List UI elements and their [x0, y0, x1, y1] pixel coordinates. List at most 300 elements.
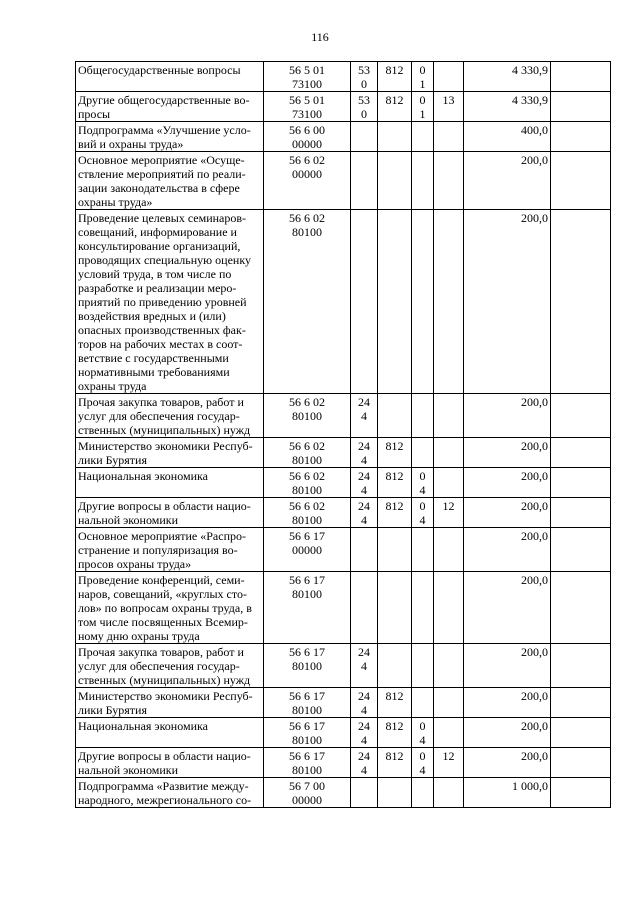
cell-line: условий труда, в том числе по: [78, 267, 232, 281]
subsection-cell: [434, 572, 464, 644]
cell-line: [353, 153, 375, 167]
cell-line: 200,0: [521, 573, 548, 587]
cell-line: [553, 779, 608, 793]
table-row: [76, 468, 611, 498]
target-article-cell: [264, 748, 351, 778]
target-article-cell: [264, 152, 351, 210]
expense-type-cell: [351, 152, 378, 210]
amount-cell: [464, 778, 551, 808]
cell-line: 1: [419, 77, 426, 91]
ministry-code-cell: [378, 152, 412, 210]
table-row: [76, 210, 611, 394]
cell-line: 56 5 01: [289, 93, 325, 107]
cell-line: 24: [358, 499, 370, 513]
target-article-cell: [264, 394, 351, 438]
cell-line: [78, 733, 261, 747]
table-row: [76, 498, 611, 528]
item-name-cell: [76, 778, 264, 808]
cell-line: 80100: [292, 483, 322, 497]
cell-line: 24: [358, 749, 370, 763]
cell-line: Проведение целевых семинаров-: [78, 211, 247, 225]
target-article-cell: [264, 572, 351, 644]
cell-line: 4 330,9: [512, 93, 548, 107]
cell-line: опасных производственных фак-: [78, 323, 246, 337]
item-name-cell: [76, 688, 264, 718]
cell-line: [380, 153, 409, 167]
item-name-cell: [76, 210, 264, 394]
expense-type-cell: [351, 394, 378, 438]
cell-line: 400,0: [521, 123, 548, 137]
subsection-cell: [434, 438, 464, 468]
item-name-cell: [76, 92, 264, 122]
section-cell: [412, 572, 434, 644]
cell-line: 4: [361, 409, 367, 423]
cell-line: Прочая закупка товаров, работ и: [78, 395, 244, 409]
cell-line: 200,0: [521, 689, 548, 703]
cell-line: [414, 779, 431, 793]
table-row: [76, 688, 611, 718]
item-name-cell: [76, 498, 264, 528]
extra-cell: [551, 688, 611, 718]
cell-line: 12: [442, 499, 455, 513]
cell-line: 53: [358, 63, 370, 77]
cell-line: 0: [419, 63, 426, 77]
cell-line: том числе посвященных Всемир-: [78, 615, 248, 629]
cell-line: 200,0: [521, 749, 548, 763]
amount-cell: [464, 438, 551, 468]
cell-line: [553, 469, 608, 483]
cell-line: 24: [358, 689, 370, 703]
extra-cell: [551, 438, 611, 468]
cell-line: [436, 395, 461, 409]
cell-line: просы: [78, 107, 111, 121]
ministry-code-cell: [378, 778, 412, 808]
table-row: [76, 748, 611, 778]
cell-line: ственных (муниципальных) нужд: [78, 423, 251, 437]
cell-line: 80100: [292, 453, 322, 467]
table-row: [76, 92, 611, 122]
cell-line: охраны труда»: [78, 195, 153, 209]
cell-line: [380, 123, 409, 137]
table-row: [76, 62, 611, 92]
amount-cell: [464, 210, 551, 394]
item-name-cell: [76, 468, 264, 498]
cell-line: [414, 395, 431, 409]
cell-line: 56 6 17: [289, 645, 325, 659]
cell-line: 4: [419, 733, 426, 747]
expense-type-cell: [351, 688, 378, 718]
cell-line: 24: [358, 645, 370, 659]
cell-line: [436, 63, 461, 77]
table-row: [76, 528, 611, 572]
subsection-cell: [434, 718, 464, 748]
cell-line: 24: [358, 469, 370, 483]
extra-cell: [551, 468, 611, 498]
cell-line: Прочая закупка товаров, работ и: [78, 645, 244, 659]
cell-line: [353, 529, 375, 543]
subsection-cell: [434, 644, 464, 688]
cell-line: 4 330,9: [512, 63, 548, 77]
target-article-cell: [264, 122, 351, 152]
cell-line: [414, 689, 431, 703]
cell-line: вий и охраны труда»: [78, 137, 184, 151]
cell-line: 4: [419, 483, 426, 497]
cell-line: 00000: [292, 543, 322, 557]
target-article-cell: [264, 688, 351, 718]
cell-line: 4: [361, 763, 367, 777]
target-article-cell: [264, 438, 351, 468]
target-article-cell: [264, 92, 351, 122]
cell-line: [353, 779, 375, 793]
item-name-cell: [76, 438, 264, 468]
cell-line: наров, совещаний, «круглых сто-: [78, 587, 247, 601]
expense-type-cell: [351, 644, 378, 688]
cell-line: 56 6 17: [289, 689, 325, 703]
cell-line: лики Бурятия: [78, 453, 147, 467]
cell-line: [414, 573, 431, 587]
table-row: [76, 718, 611, 748]
amount-cell: [464, 92, 551, 122]
extra-cell: [551, 778, 611, 808]
cell-line: 4: [419, 513, 426, 527]
cell-line: [380, 211, 409, 225]
cell-line: [380, 779, 409, 793]
section-cell: [412, 498, 434, 528]
cell-line: 56 5 01: [289, 63, 325, 77]
item-name-cell: [76, 122, 264, 152]
cell-line: 4: [419, 763, 426, 777]
item-name-cell: [76, 748, 264, 778]
cell-line: [380, 529, 409, 543]
cell-line: [436, 529, 461, 543]
cell-line: [553, 645, 608, 659]
cell-line: просов охраны труда»: [78, 557, 192, 571]
section-cell: [412, 62, 434, 92]
cell-line: 0: [361, 77, 367, 91]
expense-type-cell: [351, 468, 378, 498]
cell-line: 24: [358, 439, 370, 453]
section-cell: [412, 394, 434, 438]
section-cell: [412, 778, 434, 808]
amount-cell: [464, 62, 551, 92]
cell-line: [553, 153, 608, 167]
subsection-cell: [434, 498, 464, 528]
cell-line: [553, 123, 608, 137]
cell-line: 200,0: [521, 211, 548, 225]
cell-line: 24: [358, 719, 370, 733]
cell-line: 80100: [292, 225, 322, 239]
cell-line: народного, межрегионального со-: [78, 793, 252, 807]
cell-line: 200,0: [521, 499, 548, 513]
cell-line: Министерство экономики Респуб-: [78, 689, 253, 703]
item-name-cell: [76, 62, 264, 92]
cell-line: 4: [361, 733, 367, 747]
ministry-code-cell: [378, 748, 412, 778]
cell-line: 812: [385, 63, 404, 77]
cell-line: 56 6 02: [289, 499, 325, 513]
cell-line: [436, 469, 461, 483]
amount-cell: [464, 468, 551, 498]
expense-type-cell: [351, 528, 378, 572]
expense-type-cell: [351, 62, 378, 92]
cell-line: 56 6 02: [289, 153, 325, 167]
cell-line: [414, 529, 431, 543]
cell-line: нальной экономики: [78, 763, 178, 777]
cell-line: [380, 395, 409, 409]
cell-line: 1: [419, 107, 426, 121]
amount-cell: [464, 688, 551, 718]
section-cell: [412, 210, 434, 394]
cell-line: услуг для обеспечения государ-: [78, 409, 240, 423]
cell-line: нальной экономики: [78, 513, 178, 527]
table-row: [76, 438, 611, 468]
cell-line: ветствие с государственными: [78, 351, 229, 365]
cell-line: странение и популяризация во-: [78, 543, 238, 557]
cell-line: 56 6 02: [289, 395, 325, 409]
cell-line: 56 6 17: [289, 749, 325, 763]
cell-line: [436, 689, 461, 703]
item-name-cell: [76, 528, 264, 572]
subsection-cell: [434, 528, 464, 572]
cell-line: 4: [361, 659, 367, 673]
cell-line: Подпрограмма «Развитие между-: [78, 779, 249, 793]
cell-line: 24: [358, 395, 370, 409]
amount-cell: [464, 644, 551, 688]
cell-line: лики Бурятия: [78, 703, 147, 717]
cell-line: 200,0: [521, 153, 548, 167]
ministry-code-cell: [378, 572, 412, 644]
cell-line: 0: [419, 93, 426, 107]
cell-line: охраны труда: [78, 379, 147, 393]
cell-line: торов на рабочих местах в соот-: [78, 337, 243, 351]
cell-line: приятий по приведению уровней: [78, 295, 247, 309]
target-article-cell: [264, 62, 351, 92]
cell-line: 0: [419, 469, 426, 483]
amount-cell: [464, 152, 551, 210]
target-article-cell: [264, 210, 351, 394]
table-row: [76, 572, 611, 644]
cell-line: 56 6 02: [289, 211, 325, 225]
amount-cell: [464, 572, 551, 644]
cell-line: 200,0: [521, 719, 548, 733]
extra-cell: [551, 394, 611, 438]
cell-line: [553, 93, 608, 107]
cell-line: Национальная экономика: [78, 469, 208, 483]
cell-line: 4: [361, 483, 367, 497]
subsection-cell: [434, 394, 464, 438]
ministry-code-cell: [378, 438, 412, 468]
ministry-code-cell: [378, 718, 412, 748]
cell-line: 0: [419, 749, 426, 763]
section-cell: [412, 528, 434, 572]
expense-type-cell: [351, 748, 378, 778]
amount-cell: [464, 394, 551, 438]
cell-line: 812: [385, 499, 404, 513]
cell-line: [414, 123, 431, 137]
ministry-code-cell: [378, 498, 412, 528]
budget-table: [75, 61, 611, 808]
subsection-cell: [434, 778, 464, 808]
cell-line: 200,0: [521, 439, 548, 453]
cell-line: [436, 123, 461, 137]
cell-line: зации законодательства в сфере: [78, 181, 240, 195]
cell-line: 812: [385, 689, 404, 703]
cell-line: Министерство экономики Респуб-: [78, 439, 253, 453]
section-cell: [412, 688, 434, 718]
amount-cell: [464, 498, 551, 528]
cell-line: 80100: [292, 659, 322, 673]
ministry-code-cell: [378, 122, 412, 152]
section-cell: [412, 468, 434, 498]
subsection-cell: [434, 468, 464, 498]
extra-cell: [551, 62, 611, 92]
cell-line: [414, 211, 431, 225]
cell-line: 73100: [292, 77, 322, 91]
cell-line: Другие вопросы в области нацио-: [78, 749, 251, 763]
ministry-code-cell: [378, 210, 412, 394]
expense-type-cell: [351, 122, 378, 152]
cell-line: 80100: [292, 587, 322, 601]
cell-line: [553, 719, 608, 733]
target-article-cell: [264, 778, 351, 808]
item-name-cell: [76, 394, 264, 438]
cell-line: [436, 573, 461, 587]
subsection-cell: [434, 62, 464, 92]
ministry-code-cell: [378, 644, 412, 688]
ministry-code-cell: [378, 528, 412, 572]
extra-cell: [551, 210, 611, 394]
target-article-cell: [264, 528, 351, 572]
subsection-cell: [434, 92, 464, 122]
cell-line: [414, 153, 431, 167]
item-name-cell: [76, 644, 264, 688]
table-row: [76, 394, 611, 438]
subsection-cell: [434, 210, 464, 394]
cell-line: разработке и реализации меро-: [78, 281, 237, 295]
cell-line: [553, 439, 608, 453]
cell-line: 56 6 00: [289, 123, 325, 137]
cell-line: 80100: [292, 513, 322, 527]
section-cell: [412, 122, 434, 152]
extra-cell: [551, 748, 611, 778]
item-name-cell: [76, 572, 264, 644]
amount-cell: [464, 528, 551, 572]
extra-cell: [551, 498, 611, 528]
item-name-cell: [76, 152, 264, 210]
cell-line: 80100: [292, 733, 322, 747]
section-cell: [412, 748, 434, 778]
cell-line: [353, 573, 375, 587]
section-cell: [412, 438, 434, 468]
subsection-cell: [434, 122, 464, 152]
expense-type-cell: [351, 92, 378, 122]
cell-line: проводящих специальную оценку: [78, 253, 251, 267]
cell-line: 00000: [292, 167, 322, 181]
section-cell: [412, 92, 434, 122]
cell-line: [436, 439, 461, 453]
cell-line: 200,0: [521, 529, 548, 543]
expense-type-cell: [351, 438, 378, 468]
cell-line: 12: [442, 749, 455, 763]
cell-line: ствление мероприятий по реали-: [78, 167, 246, 181]
cell-line: совещаний, информирование и: [78, 225, 237, 239]
cell-line: консультирование организаций,: [78, 239, 241, 253]
cell-line: [553, 499, 608, 513]
cell-line: 00000: [292, 793, 322, 807]
extra-cell: [551, 572, 611, 644]
cell-line: воздействия вредных и (или): [78, 309, 226, 323]
cell-line: услуг для обеспечения государ-: [78, 659, 240, 673]
cell-line: [436, 779, 461, 793]
cell-line: [436, 645, 461, 659]
extra-cell: [551, 644, 611, 688]
target-article-cell: [264, 644, 351, 688]
section-cell: [412, 152, 434, 210]
cell-line: 812: [385, 93, 404, 107]
ministry-code-cell: [378, 92, 412, 122]
cell-line: 0: [361, 107, 367, 121]
extra-cell: [551, 92, 611, 122]
ministry-code-cell: [378, 394, 412, 438]
cell-line: [353, 123, 375, 137]
cell-line: Проведение конференций, семи-: [78, 573, 245, 587]
expense-type-cell: [351, 498, 378, 528]
expense-type-cell: [351, 778, 378, 808]
cell-line: [553, 63, 608, 77]
cell-line: [553, 749, 608, 763]
cell-line: ному дню охраны труда: [78, 629, 200, 643]
cell-line: 1 000,0: [512, 779, 548, 793]
cell-line: [414, 645, 431, 659]
cell-line: [553, 211, 608, 225]
cell-line: 56 7 00: [289, 779, 325, 793]
cell-line: Другие общегосударственные во-: [78, 93, 250, 107]
cell-line: [553, 395, 608, 409]
cell-line: 80100: [292, 409, 322, 423]
cell-line: Подпрограмма «Улучшение усло-: [78, 123, 251, 137]
target-article-cell: [264, 498, 351, 528]
cell-line: 53: [358, 93, 370, 107]
amount-cell: [464, 718, 551, 748]
target-article-cell: [264, 718, 351, 748]
cell-line: 4: [361, 513, 367, 527]
cell-line: 0: [419, 719, 426, 733]
cell-line: Основное мероприятие «Осуще-: [78, 153, 245, 167]
cell-line: 200,0: [521, 469, 548, 483]
cell-line: Основное мероприятие «Распро-: [78, 529, 246, 543]
cell-line: [380, 573, 409, 587]
cell-line: лов» по вопросам охраны труда, в: [78, 601, 252, 615]
cell-line: 812: [385, 439, 404, 453]
cell-line: 812: [385, 719, 404, 733]
item-name-cell: [76, 718, 264, 748]
amount-cell: [464, 122, 551, 152]
cell-line: [436, 153, 461, 167]
section-cell: [412, 718, 434, 748]
ministry-code-cell: [378, 688, 412, 718]
cell-line: [78, 483, 261, 497]
cell-line: Другие вопросы в области нацио-: [78, 499, 251, 513]
cell-line: 200,0: [521, 395, 548, 409]
cell-line: [553, 573, 608, 587]
cell-line: [353, 211, 375, 225]
cell-line: 56 6 17: [289, 573, 325, 587]
expense-type-cell: [351, 572, 378, 644]
cell-line: ственных (муниципальных) нужд: [78, 673, 251, 687]
cell-line: 56 6 17: [289, 529, 325, 543]
subsection-cell: [434, 688, 464, 718]
extra-cell: [551, 718, 611, 748]
